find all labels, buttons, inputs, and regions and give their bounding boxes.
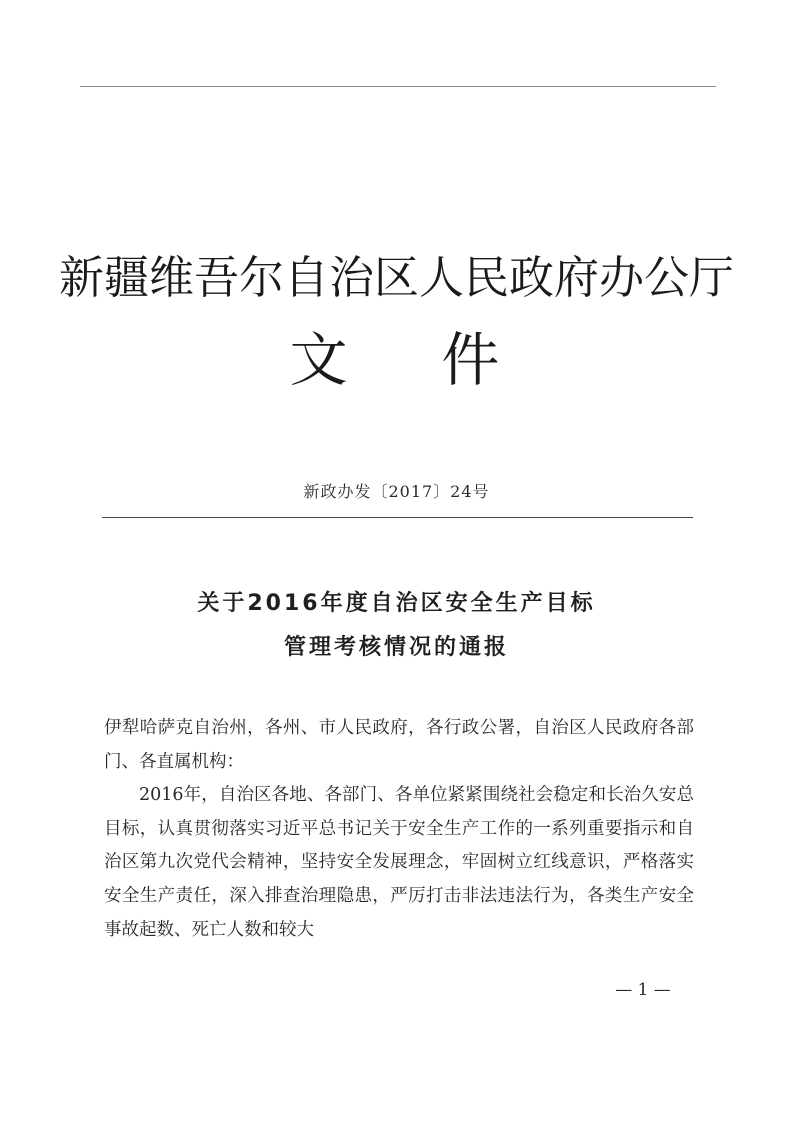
issuer-heading: 新疆维吾尔自治区人民政府办公厅	[58, 251, 734, 304]
page-number: — 1 —	[615, 980, 671, 1000]
document-number: 新政办发〔2017〕24号	[303, 482, 490, 501]
top-divider	[80, 86, 716, 87]
document-title-line-1: 关于2016年度自治区安全生产目标	[197, 591, 596, 616]
body-paragraph: 2016年，自治区各地、各部门、各单位紧紧围绕社会稳定和长治久安总目标，认真贯彻落实习近平总书记关于安全生产工作的一系列重要指示和自治区第九次党代会精神，坚持安全发展理念，牢固树立红线意识，严格落实安全生产责任，深入排查治理隐患，严厉打击非法违法行为，各类生产安全事故起数、死亡人数和较大	[104, 785, 694, 940]
addressee-paragraph: 伊犁哈萨克自治州，各州、市人民政府，各行政公署，自治区人民政府各部门、各直属机构：	[104, 718, 694, 772]
header-divider	[102, 517, 693, 518]
document-type-heading: 文 件	[289, 326, 504, 394]
document-title-line-2: 管理考核情况的通报	[283, 635, 509, 660]
document-body	[104, 712, 694, 947]
